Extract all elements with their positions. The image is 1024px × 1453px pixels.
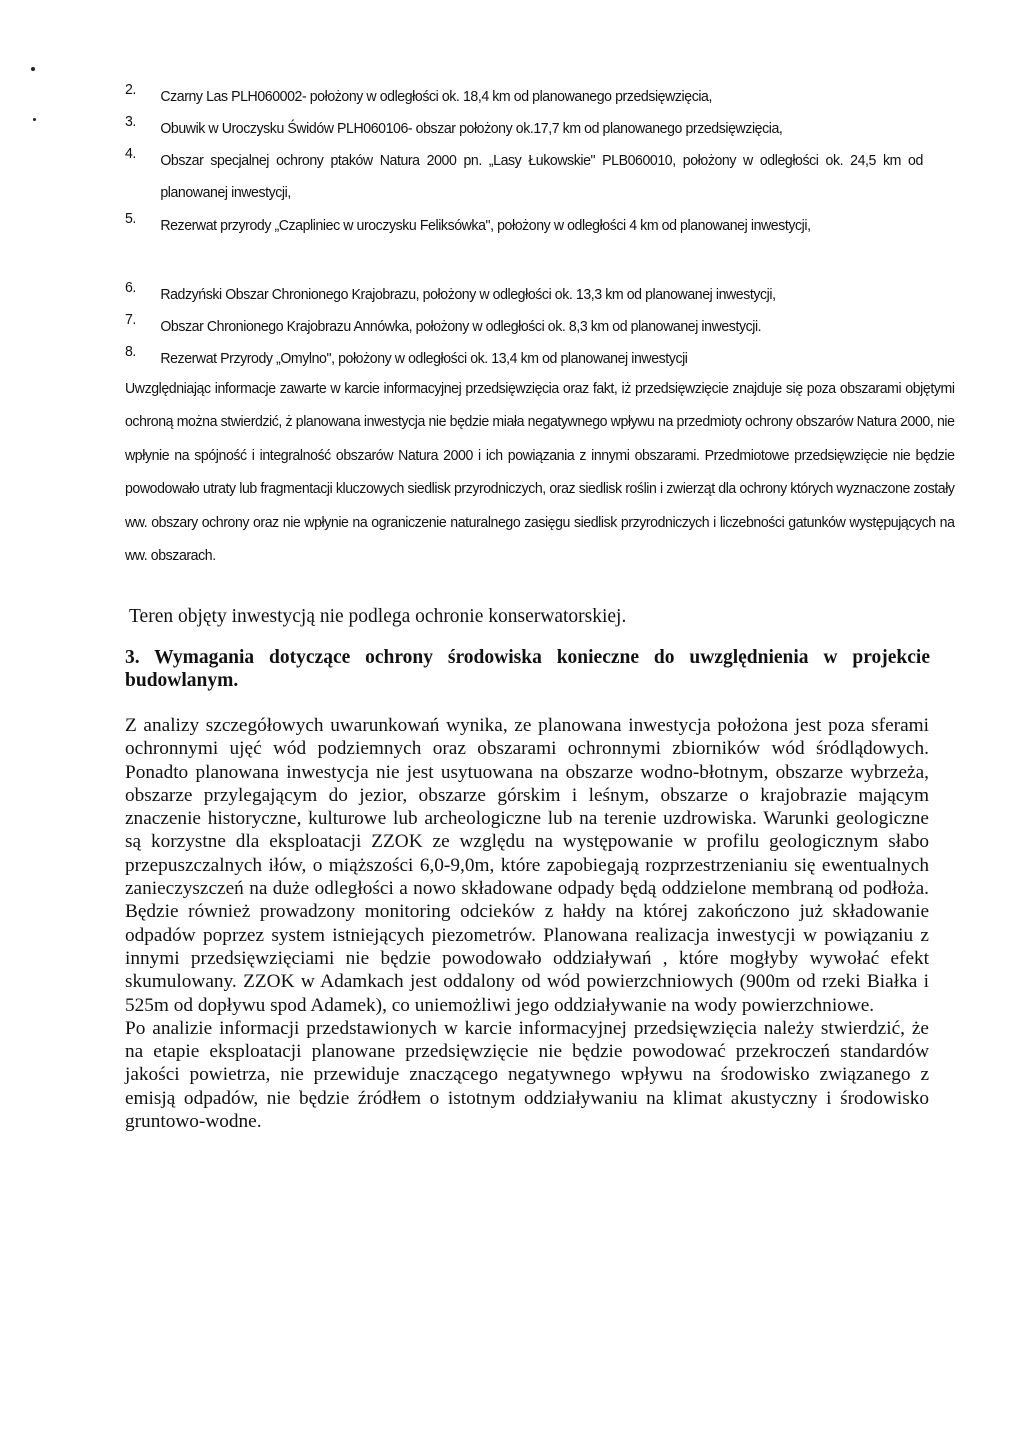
list-item-text: Radzyński Obszar Chronionego Krajobrazu, położony w odległości ok. 13,3 km od planowanej inwestycji, (160, 286, 776, 303)
body-paragraph: Po analizie informacji przedstawionych w karcie informacyjnej przedsięwzięcia należy stwierdzić, że na etapie eksploatacji planowane przedsięwzięcie nie będzie powodować przekroczeń standardów jakości powietrza, nie przewiduje znaczącego negatywnego wpływu na środowisko związanego z emisją odpadów, nie będzie źródłem o istotnym oddziaływaniu na klimat akustyczny i środowisko gruntowo-wodne. (125, 1017, 929, 1133)
list-item-text: Obuwik w Uroczysku Świdów PLH060106- obszar położony ok.17,7 km od planowanego przedsięwzięcia, (160, 120, 783, 137)
list-item-text: Rezerwat przyrody „Czapliniec w uroczysku Feliksówka", położony w odległości 4 km od planowanej inwestycji, (160, 217, 811, 234)
list-item-text: Czarny Las PLH060002- położony w odległości ok. 18,4 km od planowanego przedsięwzięcia, (160, 88, 713, 105)
summary-paragraph: Uwzględniając informacje zawarte w karcie informacyjnej przedsięwzięcia oraz fakt, iż przedsięwzięcie znajduje się poza obszarami objętymi ochroną można stwierdzić, ż planowana inwestycja nie będzie miała negatywnego wpływu na przedmioty ochrony obszarów Natura 2000, nie wpłynie na spójność i integralność obszarów Natura 2000 i ich powiązania z innymi obszarami. Przedmiotowe przedsięwzięcie nie będzie powodowało utraty lub fragmentacji kluczowych siedlisk przyrodniczych, oraz siedlisk roślin i zwierząt dla ochrony których wyznaczone zostały ww. obszary ochrony oraz nie wpłynie na ograniczenie naturalnego zasięgu siedlisk przyrodniczych i liczebności gatunków występujących na ww. obszarach. (125, 380, 955, 565)
section-body (125, 714, 929, 1133)
scan-speck (31, 67, 35, 71)
list-item-number: 3. (125, 113, 136, 130)
list-item-number: 2. (125, 81, 136, 98)
list-item-text: Obszar Chronionego Krajobrazu Annówka, położony w odległości ok. 8,3 km od planowanej inwestycji. (160, 318, 762, 335)
list-item-number: 4. (125, 145, 136, 162)
section-heading: 3. Wymagania dotyczące ochrony środowiska konieczne do uwzględnienia w projekcie budowlanym. (125, 647, 930, 691)
scan-speck (33, 118, 36, 121)
list-item-number: 5. (125, 210, 136, 227)
body-paragraph: Z analizy szczegółowych uwarunkowań wynika, ze planowana inwestycja położona jest poza sferami ochronnymi ujęć wód podziemnych oraz obszarami ochronnymi zbiorników wód śródlądowych. Ponadto planowana inwestycja nie jest usytuowana na obszarze wodno-błotnym, obszarze wybrzeża, obszarze przylegającym do jezior, obszarze górskim i leśnym, obszarze o krajobrazie mającym znaczenie historyczne, kulturowe lub archeologiczne lub na terenie uzdrowiska. Warunki geologiczne są korzystne dla eksploatacji ZZOK ze względu na występowanie w profilu geologicznym słabo przepuszczalnych iłów, o miąższości 6,0-9,0m, które zapobiegają rozprzestrzenianiu się ewentualnych zanieczyszczeń na duże odległości a nowo składowane odpady będą oddzielone membraną od podłoża. Będzie również prowadzony monitoring odcieków z hałdy na której zakończono już składowanie odpadów poprzez system istniejących piezometrów. Planowana realizacja inwestycji w powiązaniu z innymi przedsięwzięciami nie będzie powodowało oddziaływań , które mogłyby wywołać efekt skumulowany. ZZOK w Adamkach jest oddalony od wód powierzchniowych (900m od rzeki Białka i 525m od dopływu spod Adamek), co uniemożliwi jego oddziaływanie na wody powierzchniowe. (125, 715, 929, 1016)
list-item-number: 8. (125, 343, 136, 360)
list-item-text: Rezerwat Przyrody „Omylno", położony w odległości ok. 13,4 km od planowanej inwestycji (160, 350, 688, 367)
list-item-text: Obszar specjalnej ochrony ptaków Natura 2000 pn. „Lasy Łukowskie" PLB060010, położony w odległości ok. 24,5 km od planowanej inwestycji, (160, 152, 923, 201)
list-item-number: 7. (125, 311, 136, 328)
conservation-note: Teren objęty inwestycją nie podlega ochronie konserwatorskiej. (129, 606, 627, 627)
list-item-number: 6. (125, 279, 136, 296)
